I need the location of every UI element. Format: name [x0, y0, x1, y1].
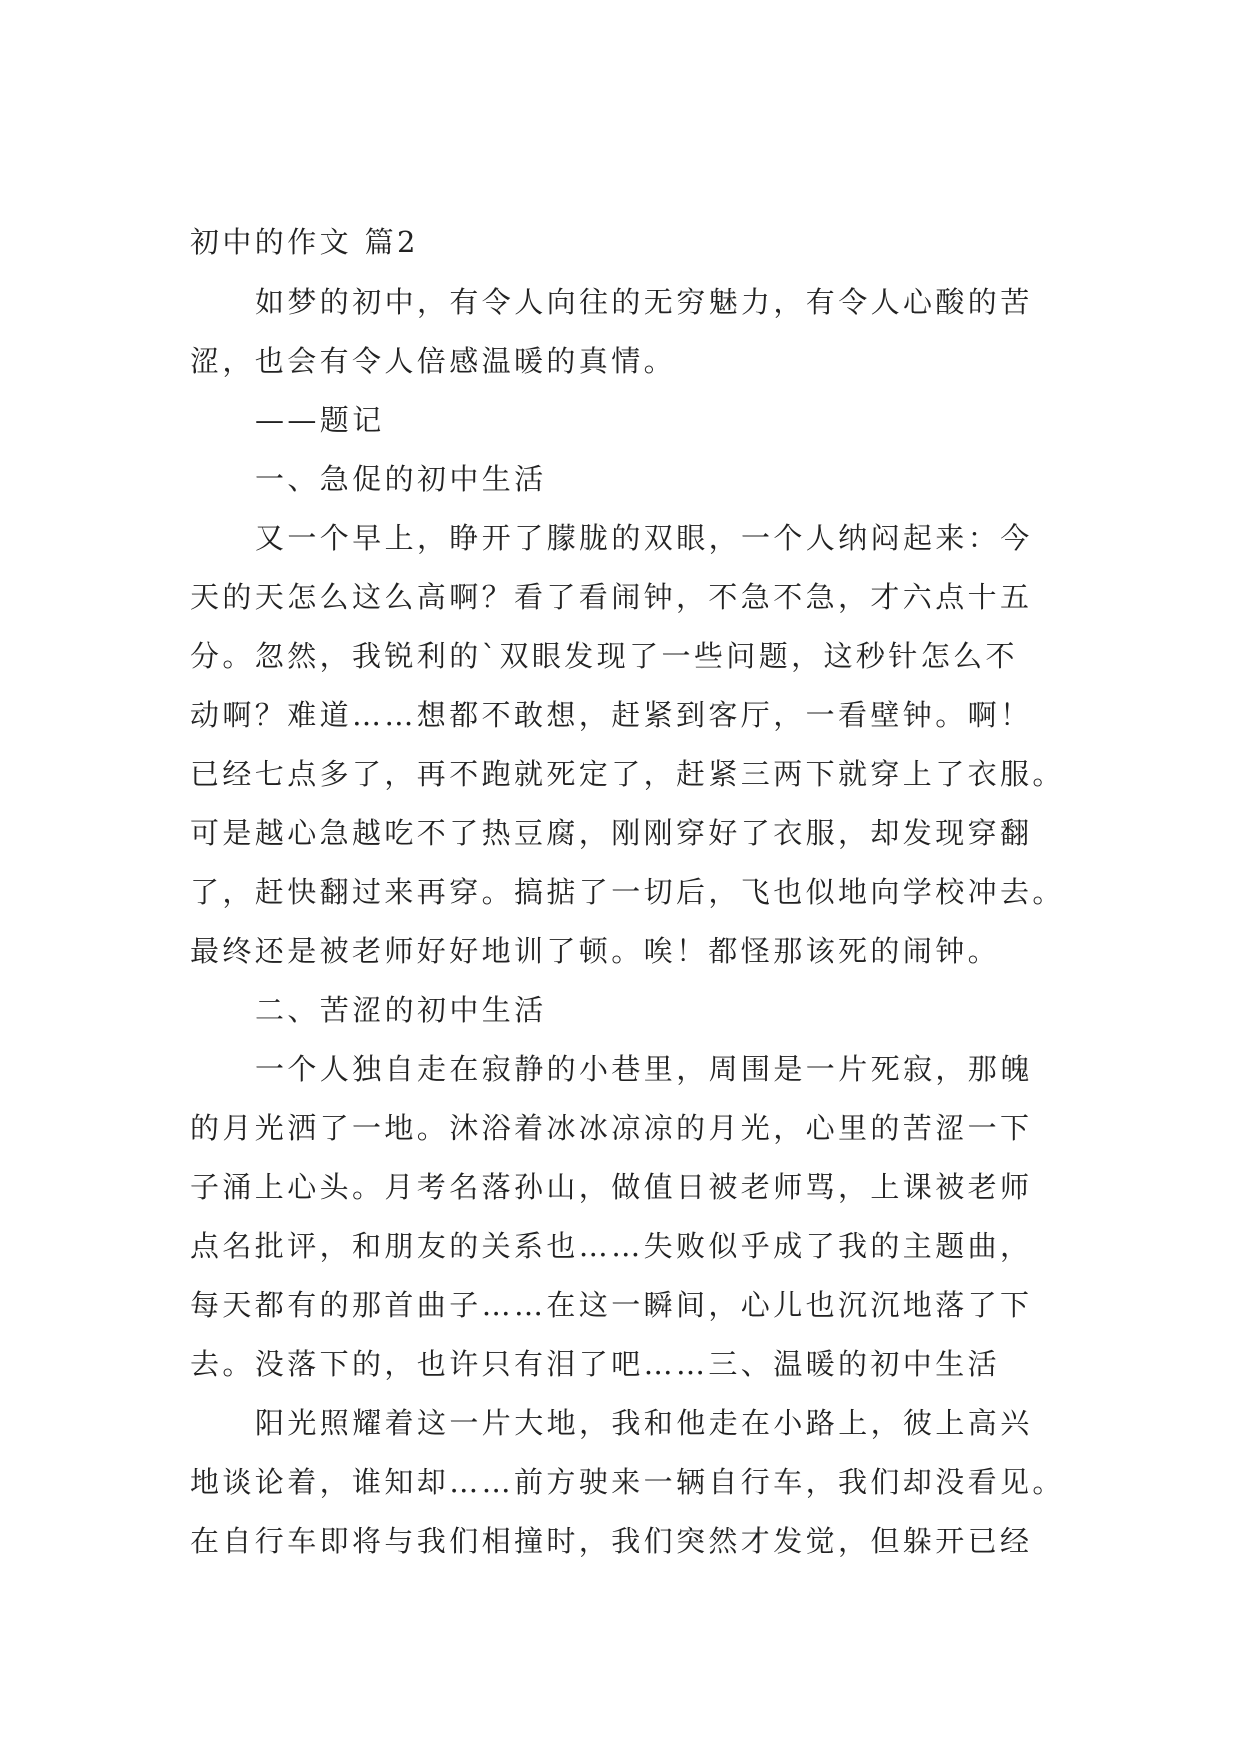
paragraph-line: 如梦的初中，有令人向往的无穷魅力，有令人心酸的苦 — [255, 285, 1033, 319]
section-heading: 二、苦涩的初中生活 — [255, 993, 547, 1027]
paragraph-line: 点名批评，和朋友的关系也……失败似乎成了我的主题曲， — [190, 1229, 1033, 1263]
paragraph-line: 的月光洒了一地。沐浴着冰冰凉凉的月光，心里的苦涩一下 — [190, 1111, 1033, 1145]
paragraph-line: 天的天怎么这么高啊？看了看闹钟，不急不急，才六点十五 — [190, 580, 1033, 614]
section-heading: 一、急促的初中生活 — [255, 462, 547, 496]
paragraph-line: 去。没落下的，也许只有泪了吧……三、温暖的初中生活 — [190, 1347, 1001, 1381]
paragraph-line: 了，赶快翻过来再穿。搞掂了一切后，飞也似地向学校冲去。 — [190, 875, 1065, 909]
paragraph-line: 最终还是被老师好好地训了顿。唉！都怪那该死的闹钟。 — [190, 934, 1001, 968]
paragraph-line: 涩，也会有令人倍感温暖的真情。 — [190, 344, 677, 378]
paragraph-line: 一个人独自走在寂静的小巷里，周围是一片死寂，那魄 — [255, 1052, 1033, 1086]
paragraph-line: 又一个早上，睁开了朦胧的双眼，一个人纳闷起来：今 — [255, 521, 1033, 555]
paragraph-line: 动啊？难道……想都不敢想，赶紧到客厅，一看壁钟。啊！ — [190, 698, 1033, 732]
paragraph-line: 每天都有的那首曲子……在这一瞬间，心儿也沉沉地落了下 — [190, 1288, 1033, 1322]
document-title: 初中的作文 篇2 — [190, 225, 419, 259]
paragraph-line: 地谈论着，谁知却……前方驶来一辆自行车，我们却没看见。 — [190, 1465, 1065, 1499]
paragraph-line: 分。忽然，我锐利的`双眼发现了一些问题，这秒针怎么不 — [190, 639, 1018, 673]
epigraph-attribution: ——题记 — [255, 403, 385, 437]
paragraph-line: 子涌上心头。月考名落孙山，做值日被老师骂，上课被老师 — [190, 1170, 1033, 1204]
paragraph-line: 可是越心急越吃不了热豆腐，刚刚穿好了衣服，却发现穿翻 — [190, 816, 1033, 850]
paragraph-line: 阳光照耀着这一片大地，我和他走在小路上，彼上高兴 — [255, 1406, 1033, 1440]
paragraph-line: 已经七点多了，再不跑就死定了，赶紧三两下就穿上了衣服。 — [190, 757, 1065, 791]
paragraph-line: 在自行车即将与我们相撞时，我们突然才发觉，但躲开已经 — [190, 1524, 1033, 1558]
